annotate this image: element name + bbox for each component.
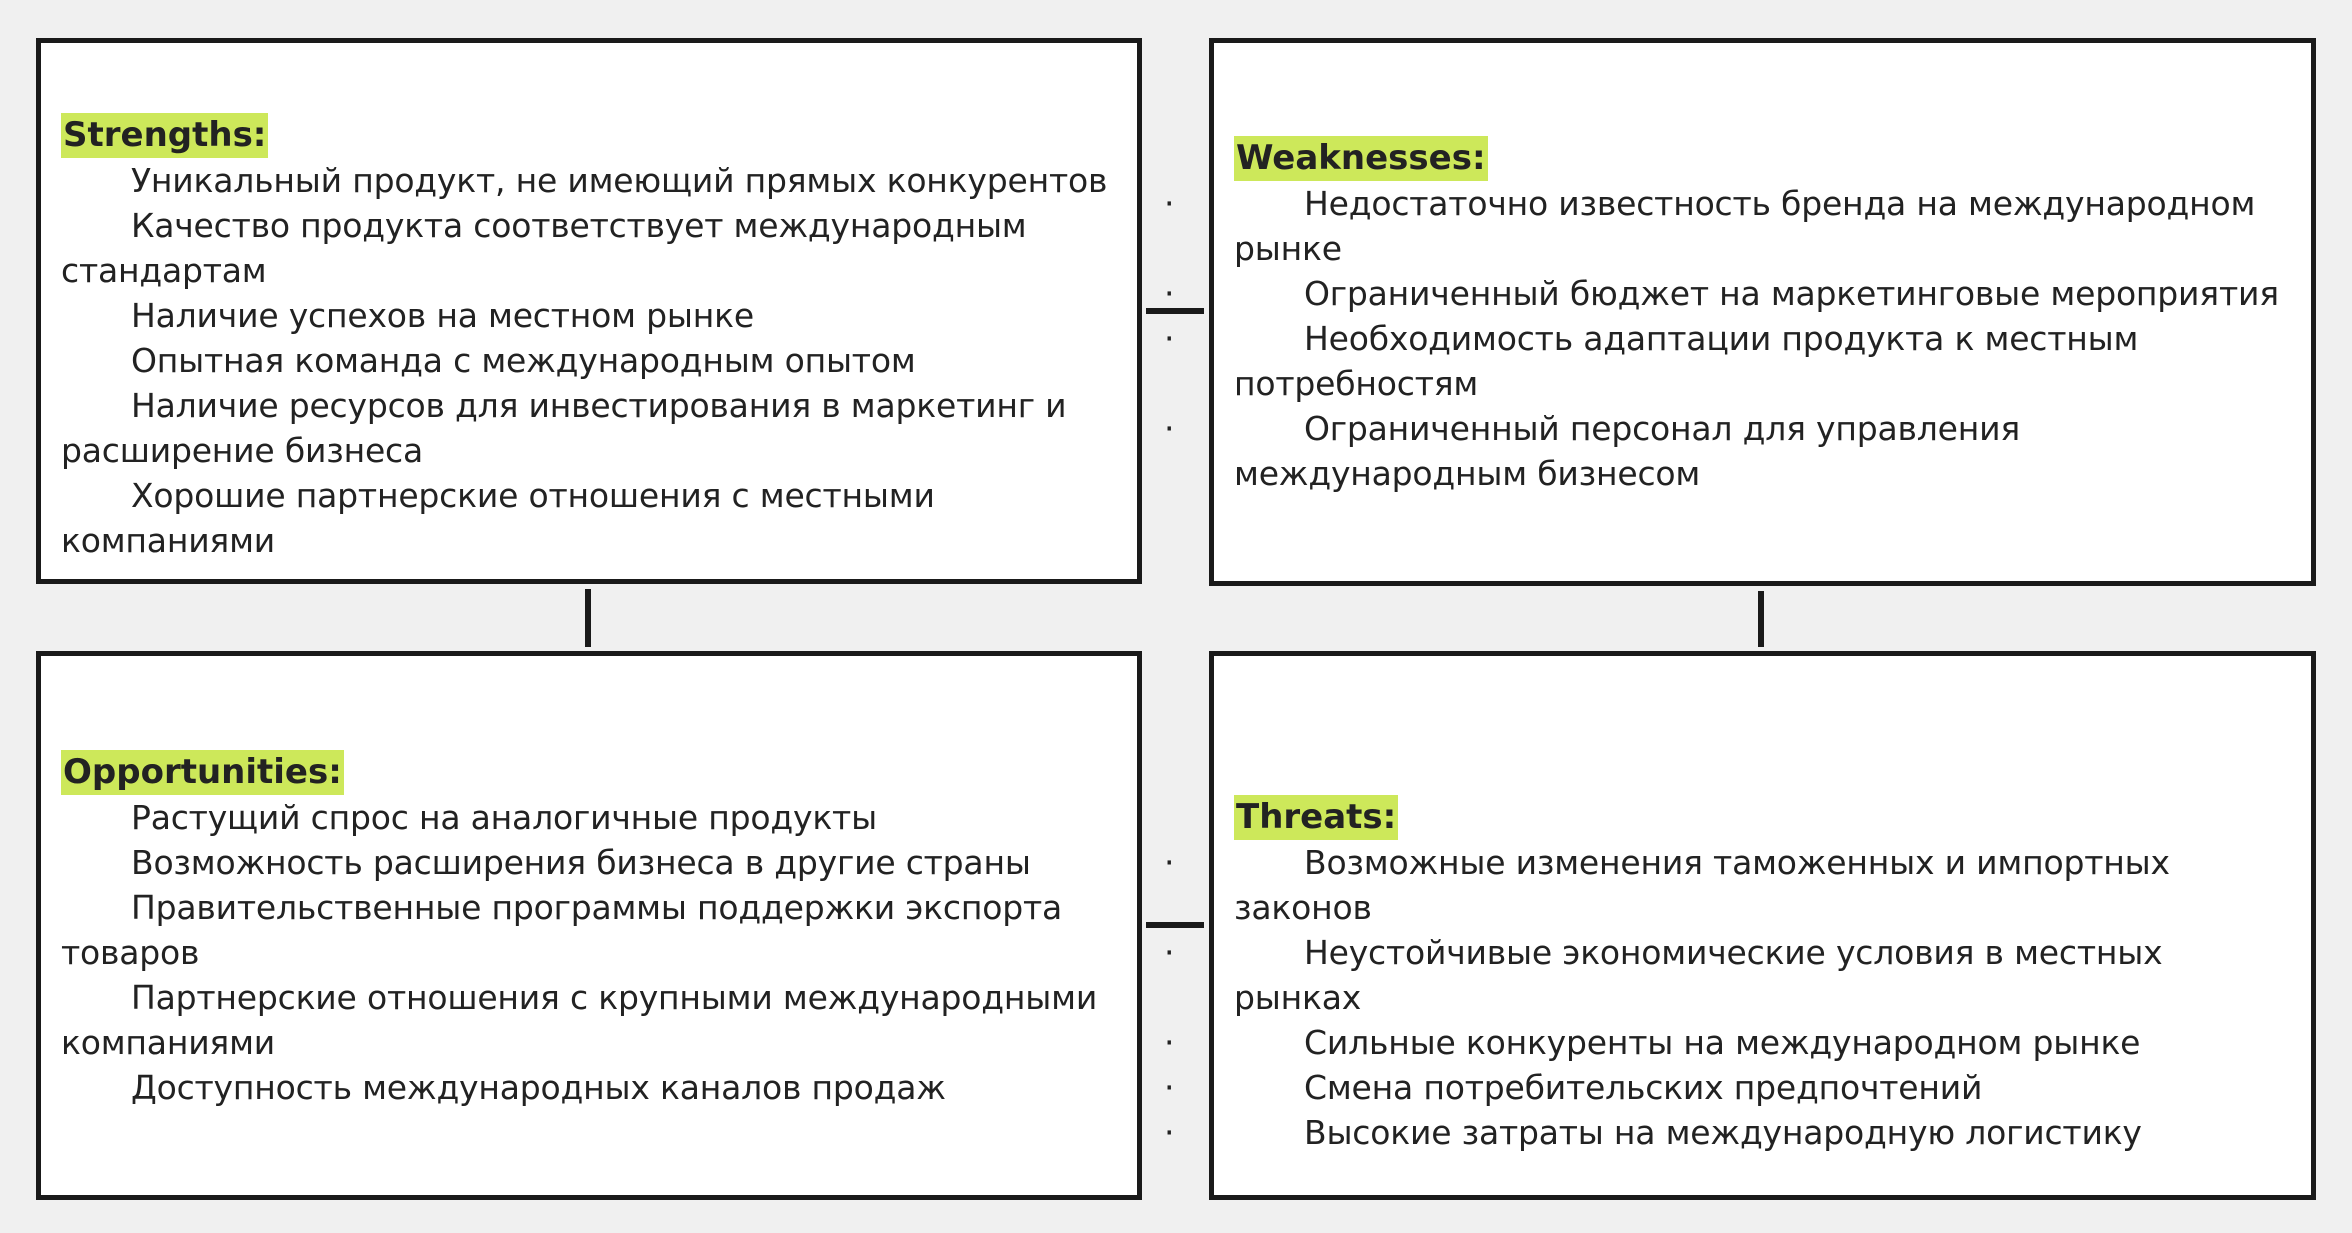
- strengths-heading: Strengths:: [61, 113, 268, 158]
- threats-item: · Сильные конкуренты на международном рынке: [1234, 1020, 2291, 1065]
- threats-list: [1234, 840, 2291, 1155]
- opportunities-box[interactable]: [36, 651, 1142, 1200]
- strengths-item: · Хорошие партнерские отношения с местными компаниями: [61, 473, 1117, 563]
- strengths-item: · Уникальный продукт, не имеющий прямых конкурентов: [61, 158, 1117, 203]
- opportunities-list: [61, 795, 1117, 1110]
- strengths-box[interactable]: [36, 38, 1142, 584]
- connector-opportunities-threats: [1146, 922, 1204, 928]
- opportunities-item: · Правительственные программы поддержки экспорта товаров: [61, 885, 1117, 975]
- strengths-item: · Качество продукта соответствует международным стандартам: [61, 203, 1117, 293]
- strengths-item: · Наличие успехов на местном рынке: [61, 293, 1117, 338]
- weaknesses-item: · Ограниченный бюджет на маркетинговые мероприятия: [1234, 271, 2291, 316]
- strengths-item: · Наличие ресурсов для инвестирования в маркетинг и расширение бизнеса: [61, 383, 1117, 473]
- threats-item: · Неустойчивые экономические условия в местных рынках: [1234, 930, 2291, 1020]
- opportunities-item: · Растущий спрос на аналогичные продукты: [61, 795, 1117, 840]
- strengths-list: [61, 158, 1117, 563]
- threats-item: · Возможные изменения таможенных и импортных законов: [1234, 840, 2291, 930]
- threats-item: · Высокие затраты на международную логистику: [1234, 1110, 2291, 1155]
- opportunities-item: · Доступность международных каналов продаж: [61, 1065, 1117, 1110]
- weaknesses-box[interactable]: [1209, 38, 2316, 586]
- weaknesses-item: · Необходимость адаптации продукта к местным потребностям: [1234, 316, 2291, 406]
- weaknesses-heading: Weaknesses:: [1234, 136, 1488, 181]
- weaknesses-item: · Недостаточно известность бренда на международном рынке: [1234, 181, 2291, 271]
- connector-strengths-opportunities: [585, 589, 591, 647]
- weaknesses-item: · Ограниченный персонал для управления международным бизнесом: [1234, 406, 2291, 496]
- threats-box[interactable]: [1209, 651, 2316, 1200]
- threats-item: · Смена потребительских предпочтений: [1234, 1065, 2291, 1110]
- connector-strengths-weaknesses: [1146, 308, 1204, 314]
- weaknesses-list: [1234, 181, 2291, 496]
- opportunities-item: · Партнерские отношения с крупными международными компаниями: [61, 975, 1117, 1065]
- connector-weaknesses-threats: [1758, 591, 1764, 647]
- opportunities-item: · Возможность расширения бизнеса в другие страны: [61, 840, 1117, 885]
- opportunities-heading: Opportunities:: [61, 750, 344, 795]
- strengths-item: · Опытная команда с международным опытом: [61, 338, 1117, 383]
- threats-heading: Threats:: [1234, 795, 1398, 840]
